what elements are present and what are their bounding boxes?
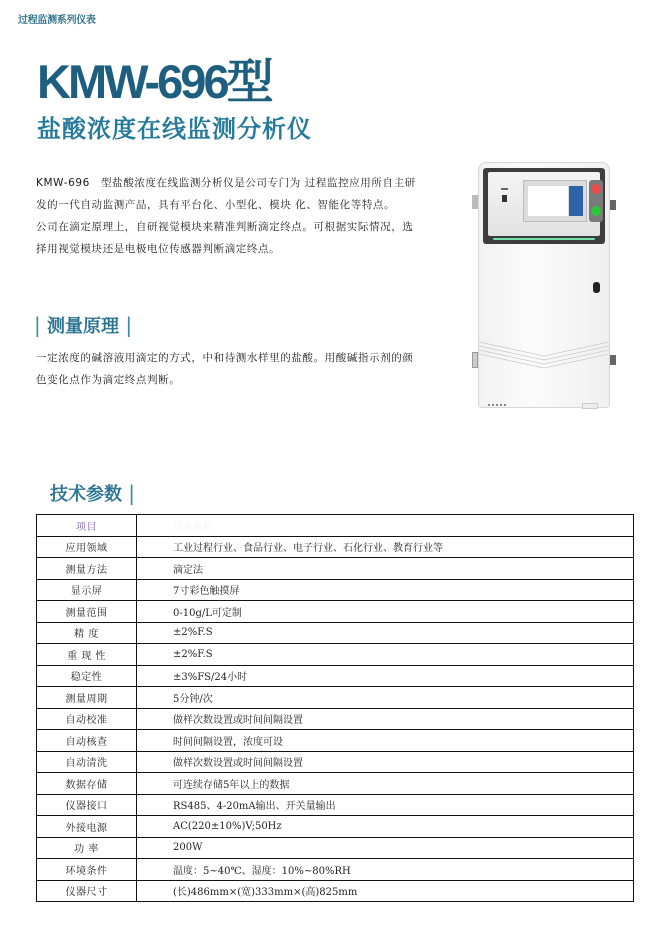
start-button-icon [591,206,601,216]
button-box [589,180,603,222]
spec-key: 自动校准 [37,708,137,730]
status-light-strip [493,238,595,240]
tech-heading [50,481,135,507]
spec-key: 仪器接口 [37,794,137,816]
screen-menu [569,186,583,216]
spec-value: 时间间隔设置，浓度可设 [137,730,634,752]
table-row [37,859,634,881]
power-switch-icon [502,195,507,202]
intro-text [36,172,418,260]
table-row [37,751,634,773]
table-row [37,687,634,709]
side-fitting [610,355,616,365]
heading-bar: | [128,481,136,505]
spec-key: 外接电源 [37,816,137,838]
model-title: KMW-696型 [37,55,271,108]
spec-table [36,514,634,902]
control-panel [483,168,605,244]
tech-title: 技术参数 [50,484,122,505]
product-title: 盐酸浓度在线监测分析仪 [37,115,312,143]
spec-key: 自动核查 [37,730,137,752]
spec-value: 滴定法 [137,558,634,580]
cabinet-foot [488,404,506,409]
principle-heading [34,313,132,339]
spec-value: (长)486mm×(宽)333mm×(高)825mm [137,880,634,902]
principle-title: 测量原理 [47,316,120,337]
switch-label [501,188,508,190]
stop-button-icon [591,184,601,194]
cabinet-foot [582,403,598,409]
table-row [37,880,634,902]
table-row [37,622,634,644]
screen-display [528,186,568,216]
spec-key: 显示屏 [37,579,137,601]
series-label: 过程监测系列仪表 [18,15,96,26]
spec-value: 200W [137,837,634,859]
table-row [37,816,634,838]
spec-key: 测量周期 [37,687,137,709]
table-row [37,837,634,859]
door-handle-icon [593,282,600,293]
decorative-lines [479,340,609,370]
spec-key: 稳定性 [37,665,137,687]
spec-key: 仪器尺寸 [37,880,137,902]
table-header-row [37,515,634,537]
spec-value: ±2%F.S [137,644,634,666]
spec-key: 测量方法 [37,558,137,580]
side-fitting [610,200,616,210]
spec-value: RS485、4-20mA输出、开关量输出 [137,794,634,816]
table-row [37,601,634,623]
spec-value: 做样次数设置或时间间隔设置 [137,751,634,773]
spec-value: AC(220±10%)V;50Hz [137,816,634,838]
spec-key: 功 率 [37,837,137,859]
spec-value: 可连续存储5年以上的数据 [137,773,634,795]
table-row [37,730,634,752]
heading-bar: | [125,313,133,337]
touchscreen [523,180,587,222]
table-row [37,558,634,580]
header-key: 项目 [37,515,137,537]
spec-value: 工业过程行业、食品行业、电子行业、石化行业、教育行业等 [137,536,634,558]
spec-value: 5分钟/次 [137,687,634,709]
spec-value: 温度：5~40℃、湿度：10%~80%RH [137,859,634,881]
spec-value: ±2%F.S [137,622,634,644]
spec-value: 做样次数设置或时间间隔设置 [137,708,634,730]
spec-value: 7寸彩色触摸屏 [137,579,634,601]
spec-key: 应用领域 [37,536,137,558]
table-row [37,579,634,601]
spec-key: 自动清洗 [37,751,137,773]
intro-paragraph: KMW-696 型盐酸浓度在线监测分析仪是公司专门为 过程监控应用所自主研发的一代自动监测产品，具有平台化、小型化、模块 化、智能化等特点。 [36,177,416,211]
spec-value: 0-10g/L可定制 [137,601,634,623]
intro-paragraph: 公司在滴定原理上，自研视觉模块来精准判断滴定终点。可根据实际情况，选择用视觉模块还是电极电位传感器判断滴定终点。 [36,221,414,255]
table-row [37,773,634,795]
spec-value: ±3%FS/24小时 [137,665,634,687]
spec-key: 重 现 性 [37,644,137,666]
table-row [37,708,634,730]
device-image [470,160,620,412]
table-row [37,794,634,816]
panel-face [488,172,600,236]
spec-key: 测量范围 [37,601,137,623]
spec-key: 环境条件 [37,859,137,881]
table-row [37,536,634,558]
heading-bar: | [34,313,41,337]
spec-key: 精 度 [37,622,137,644]
header-value: 技术参数 [137,515,634,537]
spec-key: 数据存储 [37,773,137,795]
table-row [37,644,634,666]
table-row [37,665,634,687]
principle-text: 一定浓度的碱溶液用滴定的方式，中和待测水样里的盐酸。用酸碱指示剂的颜色变化点作为滴定终点判断。 [36,352,414,386]
